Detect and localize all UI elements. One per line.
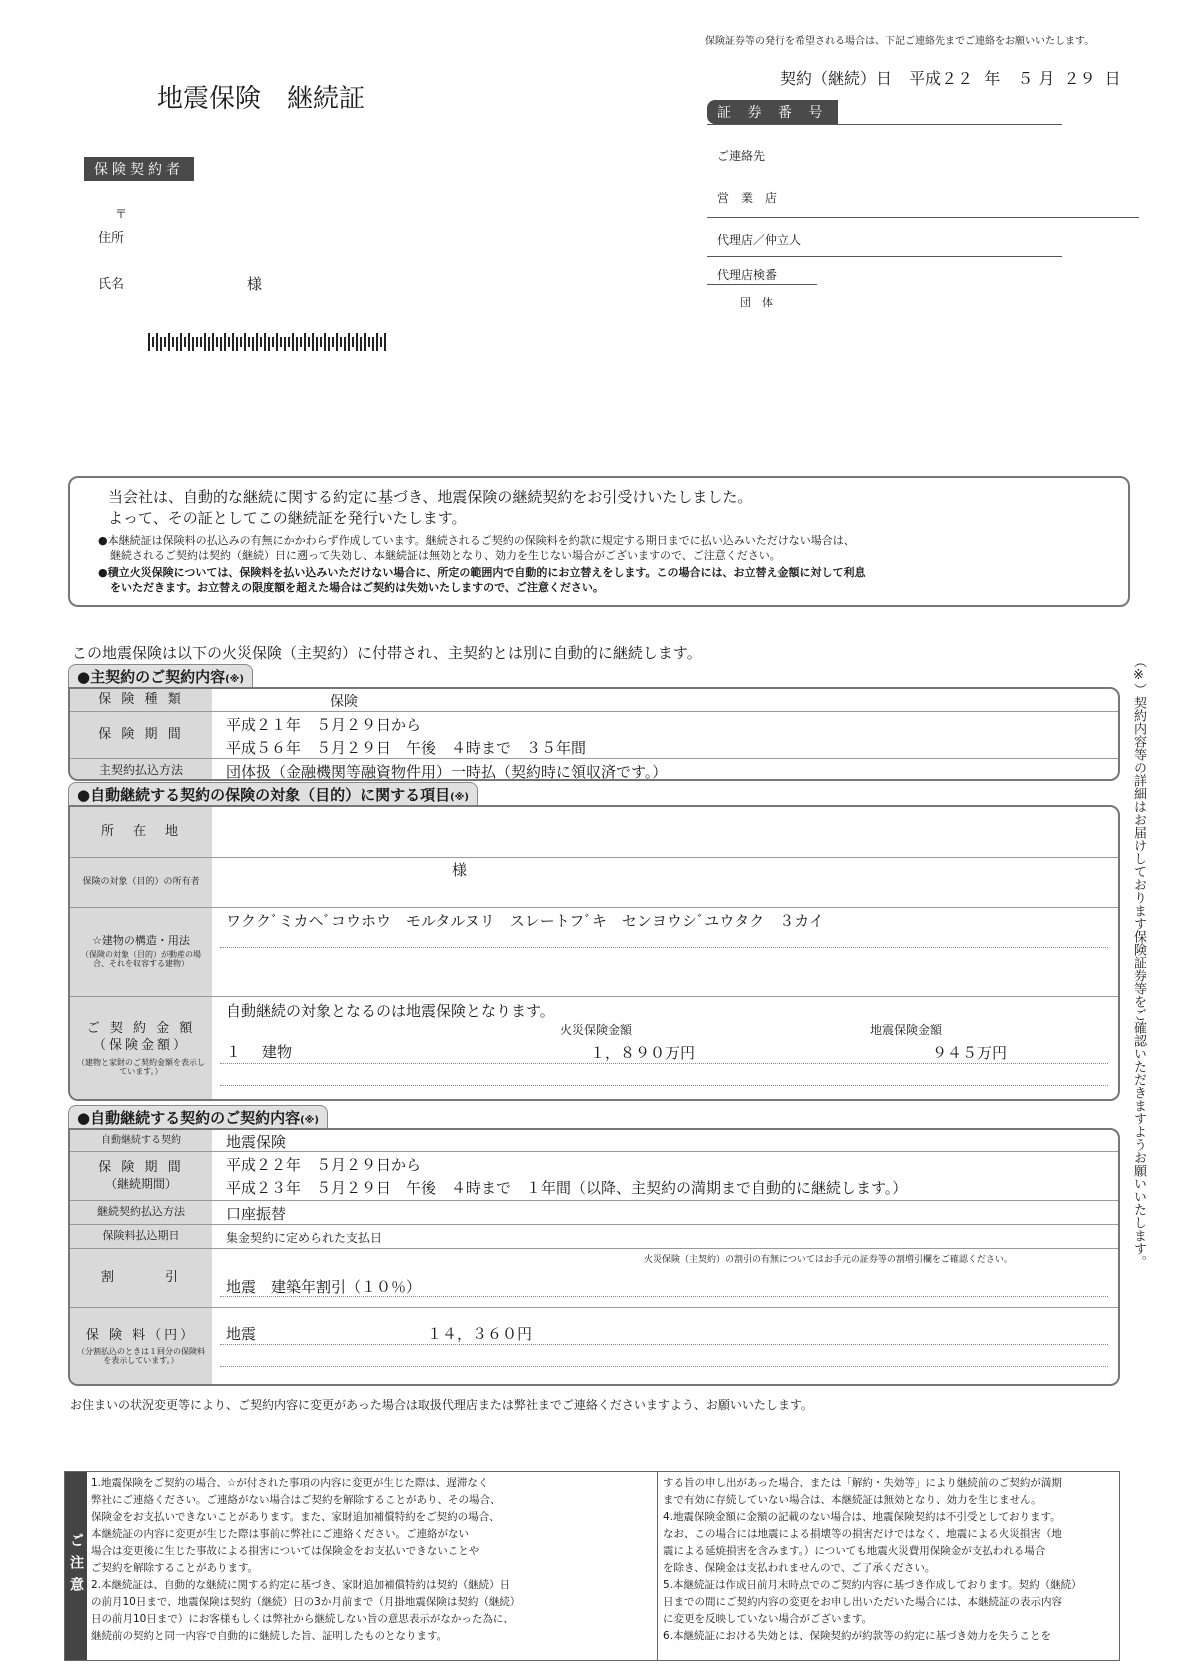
renewal-contract-value: 地震保険 — [226, 1133, 287, 1151]
caution-line: する旨の申し出があった場合、または「解約・失効等」により継続前のご契約が満期 — [663, 1477, 1062, 1489]
top-notice: 保険証券等の発行を希望される場合は、下記ご連絡先までご連絡をお願いいたします。 — [705, 36, 1095, 47]
barcode-bar — [168, 333, 170, 351]
barcode-bar — [348, 333, 350, 351]
barcode-bar — [300, 337, 302, 347]
main-contract-table — [68, 687, 1120, 781]
owner-label-text: 保険の対象（目的）の所有者 — [82, 876, 200, 887]
premium-label — [70, 1308, 212, 1386]
premium-due-value: 集金契約に定められた支払日 — [226, 1231, 383, 1245]
intro-line-2: よって、その証としてこの継続証を発行いたします。 — [108, 509, 467, 527]
renewal-contract-mark: (※) — [300, 1115, 319, 1126]
barcode-bar — [324, 333, 326, 351]
divider — [70, 996, 1118, 997]
structure-value: ワククﾞミカヘﾞコウホウ モルタルヌリ スレートフﾞキ センヨウシﾞユウタク ３カイ — [226, 912, 824, 930]
contract-date — [780, 66, 1121, 89]
renewal-period-start: 平成２２年 ５月２９日から — [226, 1156, 422, 1174]
barcode-bar — [320, 337, 322, 347]
renewal-contract-header-text: ●自動継続する契約のご契約内容 — [77, 1109, 301, 1127]
insured-object-header-text: ●自動継続する契約の保険の対象（目的）に関する項目 — [77, 786, 451, 804]
barcode-bar — [220, 337, 222, 351]
amount-sub-text: （建物と家財のご契約金額を表示しています。） — [77, 1057, 205, 1076]
amount-label-text: ご 契 約 金 額 — [86, 1020, 196, 1036]
caution-line: 1.地震保険をご契約の場合、☆が付された事項の内容に変更が生じた際は、遅滞なく — [91, 1477, 489, 1489]
eq-amount: ９４５万円 — [932, 1044, 1008, 1062]
renewal-payment-label — [70, 1201, 212, 1224]
premium-sub-text: （分割払込のときは１回分の保険料を表示しています。） — [77, 1347, 205, 1366]
divider — [70, 857, 1118, 858]
premium-due-label — [70, 1225, 212, 1248]
caution-line: 保険金をお支払いできないことがあります。また、家財追加補償特約をご契約の場合、 — [91, 1511, 500, 1523]
barcode-bar — [308, 337, 310, 347]
dotted-line — [220, 947, 1108, 948]
intro-note-2b: をいただきます。お立替えの限度額を超えた場合はご契約は失効いたしますので、ご注意ください。 — [110, 581, 604, 594]
eq-amount-header: 地震保険金額 — [870, 1023, 943, 1037]
barcode-bar — [260, 337, 262, 347]
dotted-line — [220, 1063, 1108, 1064]
barcode-bar — [160, 337, 162, 351]
agent-code-line — [707, 284, 817, 285]
barcode-bar — [180, 333, 182, 351]
main-contract-header-text: ●主契約のご契約内容 — [77, 668, 226, 686]
barcode-bar — [336, 333, 338, 351]
barcode-bar — [332, 337, 334, 347]
barcode-bar — [376, 333, 378, 351]
insurance-type-label-text: 保 険 種 類 — [98, 691, 184, 707]
divider — [70, 711, 1118, 712]
barcode-bar — [280, 337, 282, 347]
structure-sub-text: （保険の対象（目的）が動産の場合、それを収容する建物） — [81, 949, 201, 969]
intro-note-2a: ●積立火災保険については、保険料を払い込みいただけない場合に、所定の範囲内で自動的にお立替えをします。この場合には、お立替え金額に対して利息 — [98, 566, 866, 579]
caution-line: 場合は変更後に生じた事故による損害については保険金をお支払いできないことや — [91, 1545, 480, 1557]
insured-object-table — [68, 805, 1120, 1101]
barcode-bar — [216, 337, 218, 347]
renewal-period-end: 平成２３年 ５月２９日 午後 ４時まで １年間（以降、主契約の満期まで自動的に継続します。） — [226, 1179, 908, 1197]
renewal-contract-label-text: 自動継続する契約 — [101, 1135, 181, 1146]
address-label: 住所 — [98, 231, 125, 246]
side-note: （※）契約内容等の詳細はお届けしております保険証券等をご確認いただきますようお願いいたします。 — [1131, 655, 1146, 1268]
renewal-contract-header — [68, 1105, 328, 1129]
insurance-period-label — [70, 712, 212, 758]
barcode-bar — [360, 337, 362, 351]
amount-note: 自動継続の対象となるのは地震保険となります。 — [226, 1002, 555, 1020]
contact-label: ご連絡先 — [717, 149, 766, 163]
caution-line: の前月10日まで、地震保険は契約（継続）日の3か月前まで（月掛地震保険は契約（継続） — [91, 1596, 521, 1608]
caution-line: 震による延焼損害を含みます。）についても地震火災費用保険金が支払われる場合 — [663, 1545, 1046, 1557]
barcode-bar — [192, 337, 194, 351]
caution-line: 2.本継続証は、自動的な継続に関する約定に基づき、家財追加補償特約は契約（継続）日 — [91, 1579, 511, 1591]
caution-side-label — [65, 1472, 87, 1660]
insurance-type-value: 保険 — [330, 694, 358, 710]
insured-object-mark: (※) — [450, 792, 469, 803]
dotted-line — [220, 1296, 1108, 1297]
renewal-payment-label-text: 継続契約払込方法 — [97, 1205, 185, 1219]
renewal-period-label-text: 保 険 期 間 — [98, 1159, 184, 1175]
divider — [70, 1200, 1118, 1201]
contract-date-label: 契約（継続）日 — [780, 69, 893, 88]
barcode-bar — [252, 337, 254, 351]
name-label: 氏名 — [98, 277, 125, 292]
insurance-period-end: 平成５６年 ５月２９日 午後 ４時まで ３５年間 — [226, 739, 587, 757]
discount-value: 地震 建築年割引（１０％） — [226, 1278, 422, 1296]
renewal-period-label — [70, 1152, 212, 1200]
barcode-bar — [340, 337, 342, 347]
barcode-bar — [272, 337, 274, 347]
contract-date-day: ２９ — [1063, 69, 1096, 88]
barcode-bar — [196, 337, 198, 347]
contract-date-day-unit: 日 — [1104, 69, 1121, 88]
caution-line: 5.本継続証は作成日前月末時点でのご契約内容に基づき作成しております。契約（継続） — [663, 1579, 1082, 1591]
barcode-bar — [292, 333, 294, 351]
item-name: 建物 — [262, 1043, 293, 1061]
main-contract-header — [68, 664, 253, 688]
agent-line — [707, 256, 1062, 257]
barcode-bar — [356, 333, 358, 351]
barcode-bar — [148, 333, 150, 351]
barcode-bar — [232, 333, 234, 351]
barcode-bar — [156, 333, 158, 351]
premium-value: １４，３６０円 — [427, 1325, 533, 1343]
barcode-bar — [240, 337, 242, 347]
barcode-bar — [316, 337, 318, 351]
discount-label-text: 割 引 — [100, 1269, 181, 1285]
intro-note-1a: ●本継続証は保険料の払込みの有無にかかわらず作成しています。継続されるご契約の保険料を約款に規定する期日までに払い込みいただけない場合は、 — [98, 534, 855, 547]
contract-date-era: 平成２２ — [909, 69, 974, 88]
main-payment-value: 団体扱（金融機関等融資物件用）一時払（契約時に領収済です。） — [226, 763, 668, 781]
honorific: 様 — [247, 275, 263, 293]
group-label: 団 体 — [740, 296, 773, 309]
policy-number-tag: 証 券 番 号 — [707, 100, 838, 124]
barcode-bar — [172, 337, 174, 347]
insurance-period-label-text: 保 険 期 間 — [98, 726, 184, 742]
barcode-bar — [352, 337, 354, 347]
barcode-bar — [256, 333, 258, 351]
renewal-contract-table — [68, 1128, 1120, 1386]
amount-label2-text: （保険金額） — [92, 1037, 189, 1053]
contract-date-month-unit: 月 — [1038, 69, 1055, 88]
caution-line: なお、この場合には地震による損壊等の損害だけではなく、地震による火災損害（地 — [663, 1528, 1062, 1540]
barcode-bar — [188, 333, 190, 351]
location-label — [70, 807, 212, 857]
caution-box — [64, 1471, 1120, 1661]
contract-date-year-unit: 年 — [984, 69, 1001, 88]
caution-line: 日の前月10日まで）にお客様もしくは弊社から継続しない旨の意思表示がなかった為に、 — [91, 1613, 514, 1625]
barcode-bar — [276, 333, 278, 351]
renewal-payment-value: 口座振替 — [226, 1205, 287, 1223]
intro-note-1b: 継続されるご契約は契約（継続）日に遡って失効し、本継続証は無効となり、効力を生じない場合がございますので、ご注意ください。 — [110, 549, 781, 562]
caution-left-column — [91, 1475, 651, 1645]
divider — [70, 758, 1118, 759]
barcode-bar — [152, 337, 154, 347]
intro-line-1: 当会社は、自動的な継続に関する約定に基づき、地震保険の継続契約をお引受けいたしました。 — [108, 488, 753, 506]
agent-label: 代理店／仲立人 — [717, 233, 802, 247]
item-no: １ — [226, 1043, 242, 1061]
caution-line: を除き、保険金は支払われませんので、ご了承ください。 — [663, 1562, 936, 1574]
barcode-bar — [228, 337, 230, 347]
barcode-bar — [208, 337, 210, 351]
barcode-bar — [344, 337, 346, 351]
barcode-bar — [248, 337, 250, 347]
change-notice: お住まいの状況変更等により、ご契約内容に変更があった場合は取扱代理店または弊社までご連絡くださいますよう、お願いいたします。 — [70, 1398, 813, 1412]
structure-label-text: ☆建物の構造・用法 — [92, 933, 190, 947]
caution-line: に変更を反映していない場合がございます。 — [663, 1613, 873, 1625]
barcode-bar — [264, 333, 266, 351]
barcode-bar — [368, 337, 370, 347]
divider — [70, 1307, 1118, 1308]
barcode-bar — [304, 333, 306, 351]
barcode-bar — [224, 333, 226, 351]
main-payment-label — [70, 759, 212, 781]
caution-line: 4.地震保険金額に金額の記載のない場合は、地震保険契約は不引受としております。 — [663, 1511, 1061, 1523]
barcode-bar — [380, 337, 382, 347]
postal-mark: 〒 — [115, 207, 128, 221]
barcode-bar — [384, 333, 386, 351]
policy-number-line — [707, 124, 1062, 125]
premium-kind: 地震 — [226, 1325, 257, 1343]
caution-column-divider — [657, 1472, 658, 1660]
renewal-contract-label — [70, 1130, 212, 1151]
dotted-line — [220, 1085, 1108, 1086]
barcode-bar — [312, 333, 314, 351]
dotted-line — [220, 1366, 1108, 1367]
caution-line: 継続前の契約と同一内容で自動的に継続した旨、証明したものとなります。 — [91, 1630, 448, 1642]
divider — [70, 1151, 1118, 1152]
agent-code-label: 代理店検番 — [717, 268, 778, 282]
dotted-line — [220, 1344, 1108, 1345]
caution-line: 6.本継続証における失効とは、保険契約が約款等の約定に基づき効力を失うことを — [663, 1630, 1052, 1642]
office-label: 営 業 店 — [717, 191, 778, 205]
barcode-bar — [212, 333, 214, 351]
divider — [70, 907, 1118, 908]
owner-label — [70, 858, 212, 907]
policyholder-tag: 保険契約者 — [84, 157, 194, 181]
location-label-text: 所 在 地 — [100, 823, 181, 839]
divider — [70, 1224, 1118, 1225]
barcode-bar — [296, 337, 298, 351]
renewal-period-label2-text: （継続期間） — [104, 1176, 177, 1191]
barcode-bar — [284, 337, 286, 351]
caution-line: 日までの間にご契約内容の変更をお申し出いただいた場合には、本継続証の表示内容 — [663, 1596, 1062, 1608]
main-contract-mark: (※) — [225, 674, 244, 685]
discount-note: 火災保険（主契約）の割引の有無についてはお手元の証券等の割増引欄をご確認ください。 — [644, 1255, 1013, 1265]
barcode-bar — [184, 337, 186, 347]
barcode-bar — [236, 337, 238, 351]
fire-amount-header: 火災保険金額 — [560, 1023, 633, 1037]
divider — [70, 1248, 1118, 1249]
amount-label — [70, 997, 212, 1101]
discount-label — [70, 1249, 212, 1307]
caution-right-column — [663, 1475, 1118, 1645]
barcode-bar — [288, 337, 290, 347]
barcode-bar — [204, 333, 206, 351]
caution-line: 弊社にご連絡ください。ご連絡がない場合はご契約を解除することがあり、その場合、 — [91, 1494, 501, 1506]
barcode-bar — [164, 337, 166, 347]
document-title: 地震保険 継続証 — [157, 84, 366, 114]
barcode-bar — [200, 337, 202, 347]
intro-box — [68, 476, 1130, 607]
structure-label — [70, 908, 212, 996]
barcode-bar — [328, 337, 330, 351]
main-payment-label-text: 主契約払込方法 — [98, 763, 183, 778]
barcode-bar — [372, 337, 374, 351]
contract-date-month: ５ — [1017, 69, 1034, 88]
attached-statement: この地震保険は以下の火災保険（主契約）に付帯され、主契約とは別に自動的に継続します。 — [72, 644, 702, 662]
premium-due-label-text: 保険料払込期日 — [102, 1229, 180, 1243]
barcode-bar — [176, 337, 178, 351]
caution-line: 本継続証の内容に変更が生じた際は事前に弊社にご連絡ください。ご連絡がない — [91, 1528, 469, 1540]
barcode-bar — [268, 337, 270, 351]
insurance-period-start: 平成２１年 ５月２９日から — [226, 716, 422, 734]
postal-barcode — [148, 333, 386, 351]
caution-line: ご契約を解除することがあります。 — [91, 1562, 259, 1574]
barcode-bar — [364, 333, 366, 351]
insured-object-header — [68, 782, 478, 806]
insurance-type-label — [70, 689, 212, 711]
office-line — [707, 217, 1139, 218]
caution-side-label-text: ご注意 — [68, 1533, 84, 1599]
premium-label-text: 保 険 料（円） — [85, 1328, 197, 1344]
fire-amount: １，８９０万円 — [590, 1044, 696, 1062]
barcode-bar — [244, 333, 246, 351]
owner-value: 様 — [452, 861, 468, 879]
caution-line: まで有効に存続していない場合は、本継続証は無効となり、効力を生じません。 — [663, 1494, 1042, 1506]
